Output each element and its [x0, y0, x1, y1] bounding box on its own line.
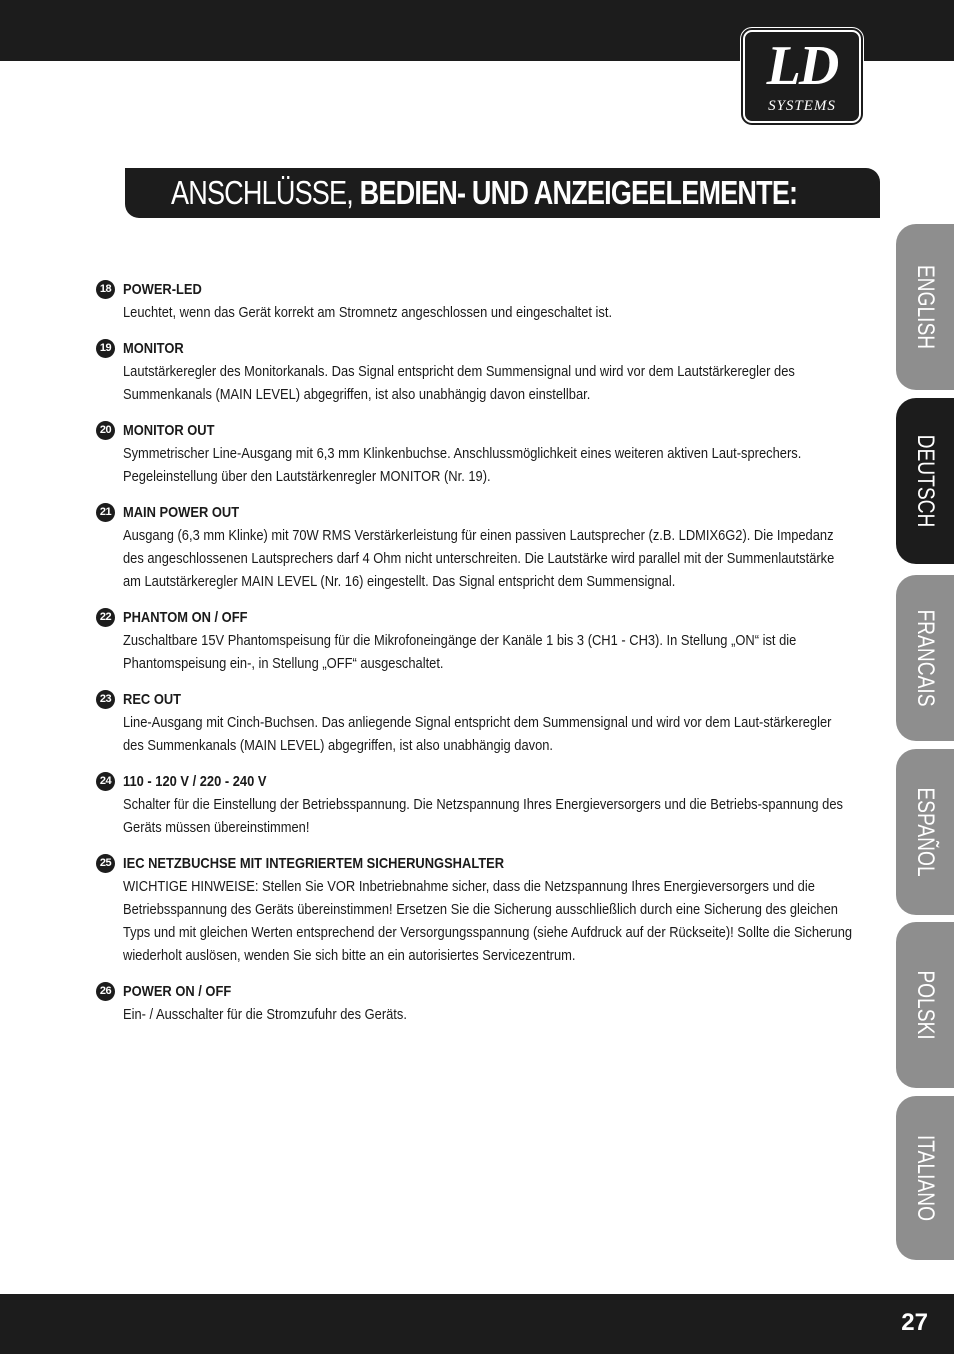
- bottom-bar: [0, 1294, 954, 1354]
- item-description: Symmetrischer Line-Ausgang mit 6,3 mm Klinkenbuchse. Anschlussmöglichkeit eines weiteren aktiven Laut-sprechers. Pegeleinstellung über den Lautstärkenregler MONITOR (Nr. 19).: [123, 445, 802, 485]
- item-number-badge: 21: [96, 503, 115, 522]
- list-item: [96, 501, 856, 593]
- tab-english-label: ENGLISH: [912, 264, 939, 350]
- logo-badge: [743, 30, 861, 123]
- section-title-normal: ANSCHLÜSSE,: [171, 174, 360, 211]
- item-number-badge: 18: [96, 280, 115, 299]
- logo-sub-text: SYSTEMS: [768, 98, 836, 114]
- item-number-badge: 24: [96, 772, 115, 791]
- item-title: MAIN POWER OUT: [123, 504, 240, 521]
- item-title: MONITOR OUT: [123, 422, 215, 439]
- item-description: WICHTIGE HINWEISE: Stellen Sie VOR Inbetriebnahme sicher, dass die Netzspannung Ihres Energieversorgers und die Betriebsspannung des Geräts übereinstimmen! Ersetzen Sie die Sicherung ausschließlich durch eine Sicherung des gleichen Typs und mit gleichen Werten entsprechend der Versorgungsspannung (siehe Aufdruck auf der Rückseite)! Sollte die Sicherung wiederholt auslösen, wenden Sie sich bitte an ein autorisiertes Servicezentrum.: [123, 878, 853, 964]
- connections-list: [96, 278, 856, 1039]
- item-title: IEC NETZBUCHSE MIT INTEGRIERTEM SICHERUNGSHALTER: [123, 855, 505, 872]
- item-description: Schalter für die Einstellung der Betriebsspannung. Die Netzspannung Ihres Energieversorgers und die Betriebs-spannung des Geräts müssen übereinstimmen!: [123, 796, 843, 836]
- item-description: Zuschaltbare 15V Phantomspeisung für die Mikrofoneingänge der Kanäle 1 bis 3 (CH1 - CH3). In Stellung „ON“ ist die Phantomspeisung ein-, in Stellung „OFF“ ausgeschaltet.: [123, 632, 797, 672]
- tab-deutsch-label: DEUTSCH: [912, 434, 939, 528]
- item-description: Ausgang (6,3 mm Klinke) mit 70W RMS Verstärkerleistung für einen passiven Lautsprecher (z.B. LDMIX6G2). Die Impedanz des angeschlossenen Lautsprechers darf 4 Ohm nicht unterschreiten. Die Lautstärke wird parallel mit der Summenlautstärke am Lautstärkeregler MAIN LEVEL (Nr. 16) eingestellt. Das Signal entspricht dem Summensignal.: [123, 527, 835, 590]
- tab-polski[interactable]: [896, 922, 954, 1088]
- item-number-badge: 25: [96, 854, 115, 873]
- list-item: [96, 337, 856, 406]
- tab-italiano[interactable]: [896, 1096, 954, 1260]
- item-number-badge: 26: [96, 982, 115, 1001]
- item-description: Ein- / Ausschalter für die Stromzufuhr des Geräts.: [123, 1006, 407, 1023]
- item-description: Line-Ausgang mit Cinch-Buchsen. Das anliegende Signal entspricht dem Summensignal und wird vor dem Laut-stärkeregler des Summenkanals (MAIN LEVEL) abgegriffen, ist also unabhängig davon.: [123, 714, 832, 754]
- list-item: [96, 852, 856, 967]
- tab-italiano-label: ITALIANO: [912, 1134, 939, 1222]
- list-item: [96, 980, 856, 1026]
- tab-espanol-label: ESPAÑOL: [912, 787, 939, 877]
- section-title: [171, 174, 797, 212]
- page-number: 27: [901, 1309, 928, 1336]
- logo-main-text: LD: [766, 35, 838, 97]
- tab-francais[interactable]: [896, 575, 954, 741]
- item-number-badge: 23: [96, 690, 115, 709]
- item-number-badge: 22: [96, 608, 115, 627]
- item-title: POWER ON / OFF: [123, 983, 232, 1000]
- ld-systems-logo: [740, 27, 864, 126]
- item-title: MONITOR: [123, 340, 184, 357]
- item-title: REC OUT: [123, 691, 182, 708]
- item-description: Lautstärkeregler des Monitorkanals. Das Signal entspricht dem Summensignal und wird vor dem Lautstärkeregler des Summenkanals (MAIN LEVEL) abgegriffen, ist also unabhängig davon einstellbar.: [123, 363, 795, 403]
- list-item: [96, 278, 856, 324]
- item-title: POWER-LED: [123, 281, 202, 298]
- section-title-bar: [125, 168, 880, 218]
- item-number-badge: 19: [96, 339, 115, 358]
- tab-deutsch[interactable]: [896, 398, 954, 564]
- list-item: [96, 770, 856, 839]
- tab-polski-label: POLSKI: [912, 970, 939, 1040]
- tab-espanol[interactable]: [896, 749, 954, 915]
- item-title: 110 - 120 V / 220 - 240 V: [123, 773, 267, 790]
- list-item: [96, 606, 856, 675]
- tab-francais-label: FRANCAIS: [912, 609, 939, 707]
- tab-english[interactable]: [896, 224, 954, 390]
- list-item: [96, 419, 856, 488]
- item-title: PHANTOM ON / OFF: [123, 609, 248, 626]
- section-title-bold: BEDIEN- UND ANZEIGEELEMENTE:: [359, 174, 798, 211]
- list-item: [96, 688, 856, 757]
- item-description: Leuchtet, wenn das Gerät korrekt am Stromnetz angeschlossen und eingeschaltet ist.: [123, 304, 613, 321]
- item-number-badge: 20: [96, 421, 115, 440]
